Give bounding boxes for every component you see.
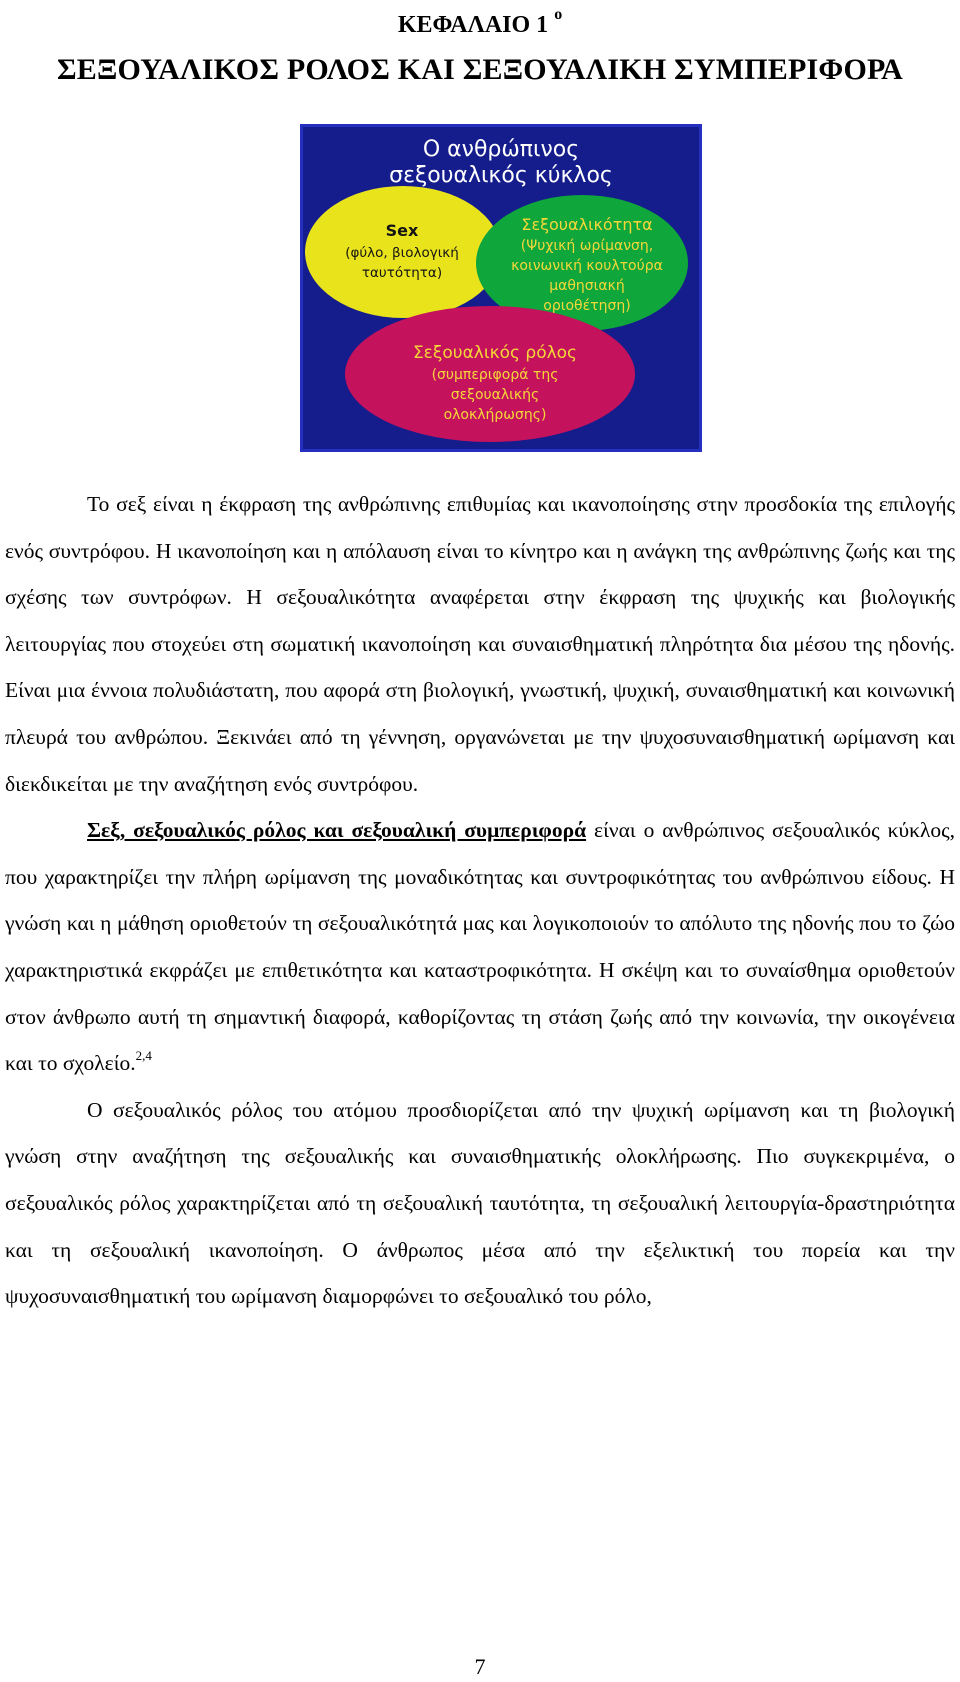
sexuality-title: Σεξουαλικότητα — [521, 215, 653, 234]
chapter-label: ΚΕΦΑΛΑΙΟ 1 — [397, 12, 549, 38]
sexuality-line4: οριοθέτηση) — [543, 298, 631, 314]
key-term: Σεξ, σεξουαλικός ρόλος και σεξουαλική συμπεριφορά — [87, 818, 587, 843]
paragraph-2-text: είναι ο ανθρώπινος σεξουαλικός κύκλος, που χαρακτηρίζει την πλήρη ωρίμανση της μοναδικότητας και συντροφικότητας του ανθρώπινου είδους. Η γνώση και η μάθηση οριοθετούν τη σεξουαλικότητά μας και λογικοποιούν το απόλυτο της ηδονής που το ζώο χαρακτηριστικά εκφράζει με επιθετικότητα και καταστροφικότητα. Η σκέψη και το συναίσθημα οριοθετούν στον άνθρωπο αυτή τη σημαντική διαφορά, καθορίζοντας τη στάση ζωής από την κοινωνία, την οικογένεια και το σχολείο. — [5, 818, 956, 1076]
chapter-heading — [0, 4, 960, 40]
sexuality-line1: (Ψυχική ωρίμανση, — [520, 238, 654, 254]
page-number: 7 — [474, 1654, 486, 1679]
sexuality-line2: κοινωνική κουλτούρα — [511, 258, 663, 274]
paragraph-1: Το σεξ είναι η έκφραση της ανθρώπινης επιθυμίας και ικανοποίησης στην προσδοκία της επιλογής ενός συντρόφου. Η ικανοποίηση και η απόλαυση είναι το κίνητρο και η ανάγκη της ανθρώπινης ζωής και της σχέσης των συντρόφων. Η σεξουαλικότητα αναφέρεται στην έκφραση της ψυχικής και βιολογικής λειτουργίας που στοχεύει στη σωματική ικανοποίηση και συναισθηματική πληρότητα δια μέσου της ηδονής. Είναι μια έννοια πολυδιάστατη, που αφορά στη βιολογική, γνωστική, ψυχική, συναισθηματική και κοινωνική πλευρά του ανθρώπου. Ξεκινάει από τη γέννηση, οργανώνεται με την ψυχοσυναισθηματική ωρίμανση και διεκδικείται με την αναζήτηση ενός συντρόφου. — [5, 492, 955, 796]
sexual-role-line3: ολοκλήρωσης) — [443, 407, 547, 423]
paragraph-2 — [5, 807, 955, 1087]
sex-line1: (φύλο, βιολογική — [345, 245, 459, 261]
figure-title-line2: σεξουαλικός κύκλος — [389, 163, 613, 188]
sexual-role-line1: (συμπεριφορά της — [431, 367, 559, 383]
figure-title-line1: Ο ανθρώπινος — [422, 137, 580, 162]
paragraph-3: Ο σεξουαλικός ρόλος του ατόμου προσδιορίζεται από την ψυχική ωρίμανση και τη βιολογική γνώση στην αναζήτηση της σεξουαλικής και συναισθηματικής ολοκλήρωσης. Πιο συγκεκριμένα, ο σεξουαλικός ρόλος χαρακτηρίζεται από τη σεξουαλική ταυτότητα, τη σεξουαλική λειτουργία-δραστηριότητα και τη σεξουαλική ικανοποίηση. Ο άνθρωπος μέσα από την εξελικτική του πορεία και την ψυχοσυναισθηματική του ωρίμανση διαμορφώνει το σεξουαλικό του ρόλο, — [5, 1097, 955, 1309]
sexual-role-title: Σεξουαλικός ρόλος — [412, 343, 578, 363]
body-text — [5, 481, 955, 1320]
sex-title: Sex — [385, 221, 419, 240]
sexuality-line3: μαθησιακή — [549, 278, 625, 294]
reference-superscript: 2,4 — [135, 1048, 152, 1064]
chapter-ordinal: ο — [554, 6, 563, 23]
sexual-cycle-diagram — [300, 124, 702, 452]
sexual-role-line2: σεξουαλικής — [450, 387, 540, 403]
chapter-title: ΣΕΞΟΥΑΛΙΚΟΣ ΡΟΛΟΣ ΚΑΙ ΣΕΞΟΥΑΛΙΚΗ ΣΥΜΠΕΡΙΦΟΡΑ — [56, 53, 904, 86]
sexual-cycle-figure — [300, 124, 702, 452]
sex-line2: ταυτότητα) — [361, 265, 443, 281]
